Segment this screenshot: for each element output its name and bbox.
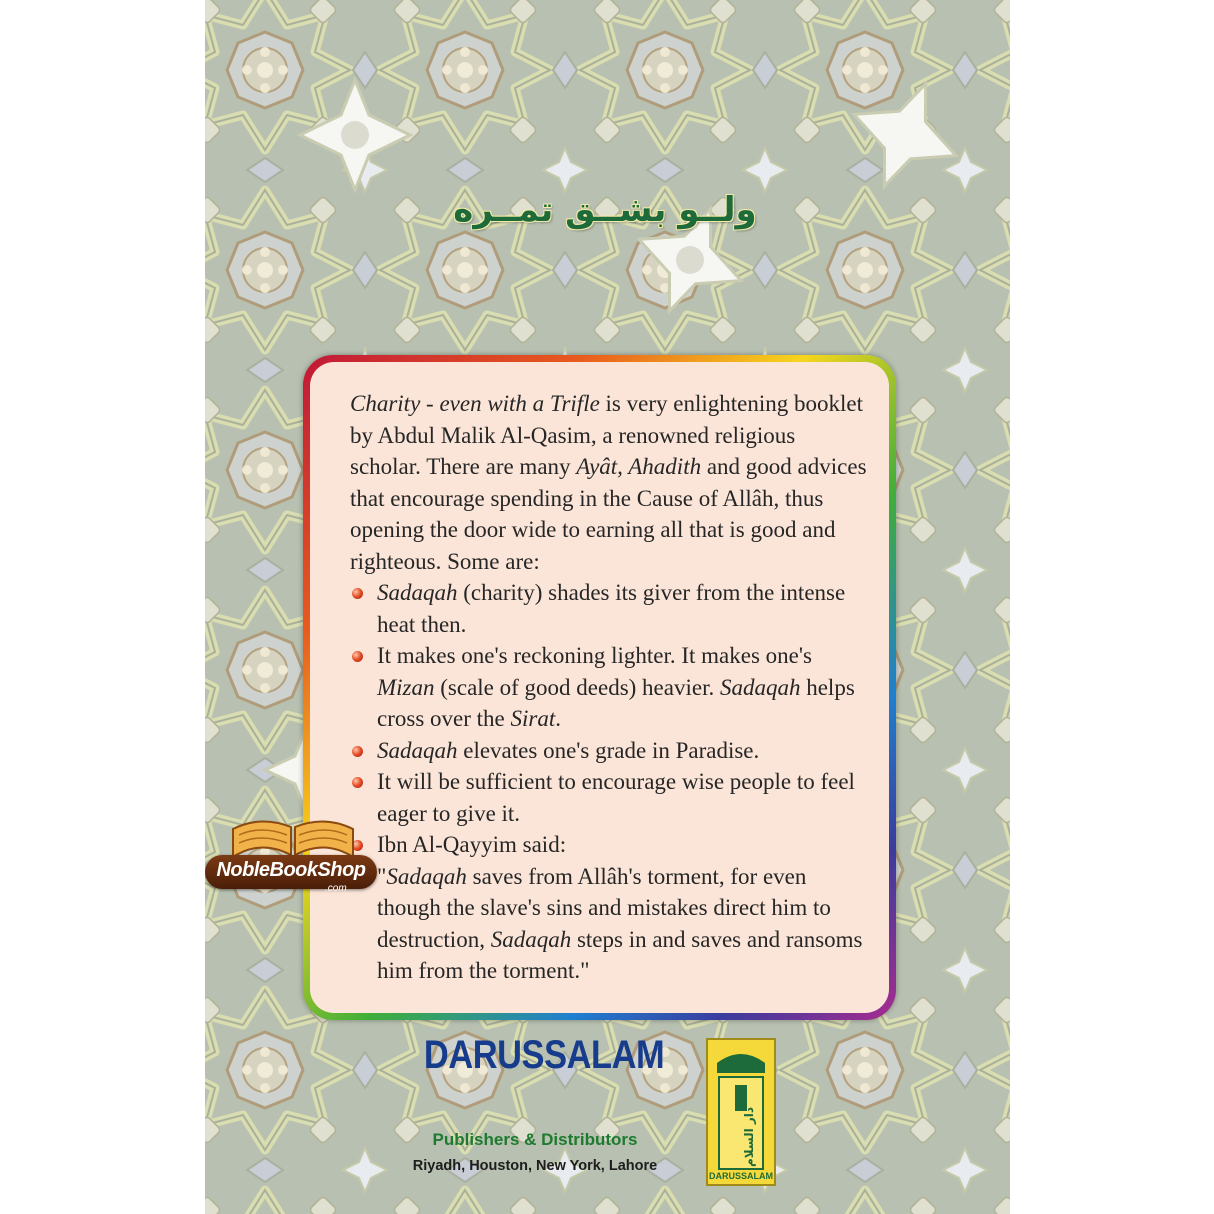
list-item-text: . [555,706,561,731]
list-item-text: helps cross over the [377,674,855,731]
book-title-italic: Charity - even with a Trifle [350,391,600,416]
darussalam-logo-icon [705,1037,777,1187]
quote-text: steps in and saves and ransoms him from the torment." [377,926,863,983]
noblebookshop-watermark [205,815,385,905]
list-item [350,829,869,861]
list-item [350,640,869,735]
description-panel-inner [310,362,889,1013]
arabic-title: ولــو بشــق تمــره [453,190,757,230]
list-item [350,577,869,640]
list-item [350,735,869,767]
italic-term: Mizan [377,674,435,700]
svg-text:دار السلام: دار السلام [742,1106,756,1168]
benefits-list [350,577,869,861]
quote-paragraph: "Sadaqah saves from Allâh's torment, for even though the slave's sins and mistakes direct him to destruction, Sadaqah steps in and saves and ransoms him from the torment." [377,863,863,983]
italic-term: Sadaqah [490,926,572,952]
bullet-icon [352,588,363,599]
bullet-icon [352,746,363,757]
italic-term: Sadaqah [719,674,801,700]
italic-term: Sadaqah [386,863,467,889]
logo-caption: DARUSSALAM [709,1171,773,1181]
list-item-text: (charity) shades its giver from the intense heat then. [377,580,846,637]
ayat-italic: Ayât, Ahadith [576,454,702,479]
bullet-icon [352,777,363,788]
book-back-cover [205,0,1010,1214]
intro-end-text: and good advices that encourage spending in the Cause of Allâh, thus opening the door wide to earning all that is good and righteous. Some are: [350,454,867,574]
watermark-suffix: .com [325,883,347,894]
publisher-name: DARUSSALAM [423,1033,665,1077]
intro-text: is very enlightening booklet by Abdul Malik Al-Qasim, a renowned religious scholar. There are many [350,391,863,479]
list-item-text: elevates one's grade in Paradise. [457,737,760,763]
list-item-text: It will be sufficient to encourage wise people to feel eager to give it. [377,769,855,826]
list-item-text: It makes one's reckoning lighter. It makes one's [377,643,812,668]
italic-term: Sadaqah [377,580,458,605]
publisher-tagline: Publishers & Distributors [432,1130,638,1149]
quote-text: saves from Allâh's torment, for even though the slave's sins and mistakes direct him to destruction, [377,863,831,952]
bullet-icon [352,651,363,662]
watermark-text: NobleBookShop [216,859,366,881]
list-item-text: (scale of good deeds) heavier. [434,674,720,700]
list-item [350,766,869,829]
description-panel [303,355,896,1020]
intro-paragraph [350,388,869,577]
quote-intro: Ibn Al-Qayyim said: [377,832,567,857]
publisher-cities: Riyadh, Houston, New York, Lahore [412,1158,658,1174]
italic-term: Sadaqah [377,737,458,763]
italic-term: Sirat [510,706,556,731]
